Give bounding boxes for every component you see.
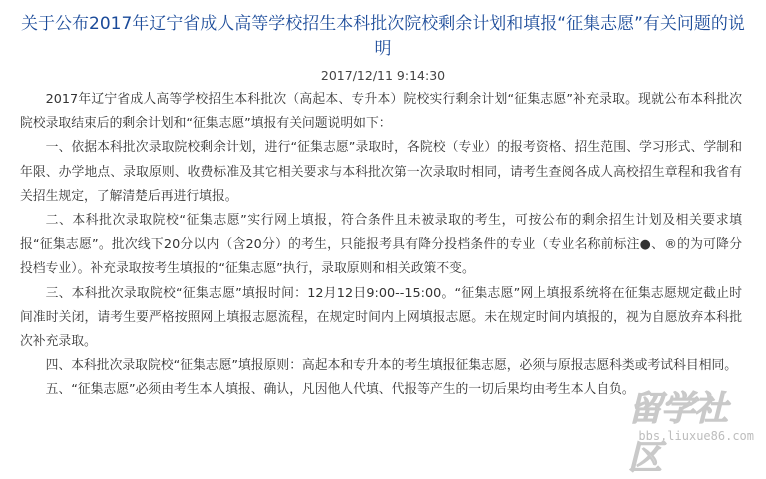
- watermark-url: bbs.liuxue86.com: [638, 429, 754, 443]
- paragraph-1: 一、依据本科批次录取院校剩余计划，进行“征集志愿”录取时，各院校（专业）的报考资格、招生范围、学习形式、学制和年限、办学地点、录取原则、收费标准及其它相关要求与本科批次第一次录取时相同，请考生查阅各成人高校招生章程和我省有关招生规定，了解清楚后再进行填报。: [20, 140, 742, 204]
- paragraph-intro: 2017年辽宁省成人高等学校招生本科批次（高起本、专升本）院校实行剩余计划“征集志愿”补充录取。现就公布本科批次院校录取结束后的剩余计划和“征集志愿”填报有关问题说明如下：: [20, 92, 742, 132]
- publish-date: 2017/12/11 9:14:30: [320, 68, 446, 83]
- paragraph-2: 二、本科批次录取院校“征集志愿”实行网上填报，符合条件且未被录取的考生，可按公布的剩余招生计划及相关要求填报“征集志愿”。批次线下20分以内（含20分）的考生，只能报考具有降分投档条件的专业（专业名称前标注●、®的为可降分投档专业）。补充录取按考生填报的“征集志愿”执行，录取原则和相关政策不变。: [20, 213, 742, 277]
- article-title: 关于公布2017年辽宁省成人高等学校招生本科批次院校剩余计划和填报“征集志愿”有关问题的说明: [21, 14, 745, 59]
- article-body: [0, 88, 766, 403]
- paragraph-5: 五、“征集志愿”必须由考生本人填报、确认，凡因他人代填、代报等产生的一切后果均由考生本人自负。: [45, 382, 635, 398]
- paragraph-3: 三、本科批次录取院校“征集志愿”填报时间：12月12日9:00--15:00。“征集志愿”网上填报系统将在征集志愿规定截止时间准时关闭，请考生要严格按照网上填报志愿流程，在规定时间内上网填报志愿。未在规定时间内填报的，视为自愿放弃本科批次补充录取。: [20, 285, 742, 350]
- watermark-text: 留学社区: [628, 389, 727, 478]
- paragraph-4: 四、本科批次录取院校“征集志愿”填报原则：高起本和专升本的考生填报征集志愿，必须与原报志愿科类或考试科目相同。: [45, 358, 738, 374]
